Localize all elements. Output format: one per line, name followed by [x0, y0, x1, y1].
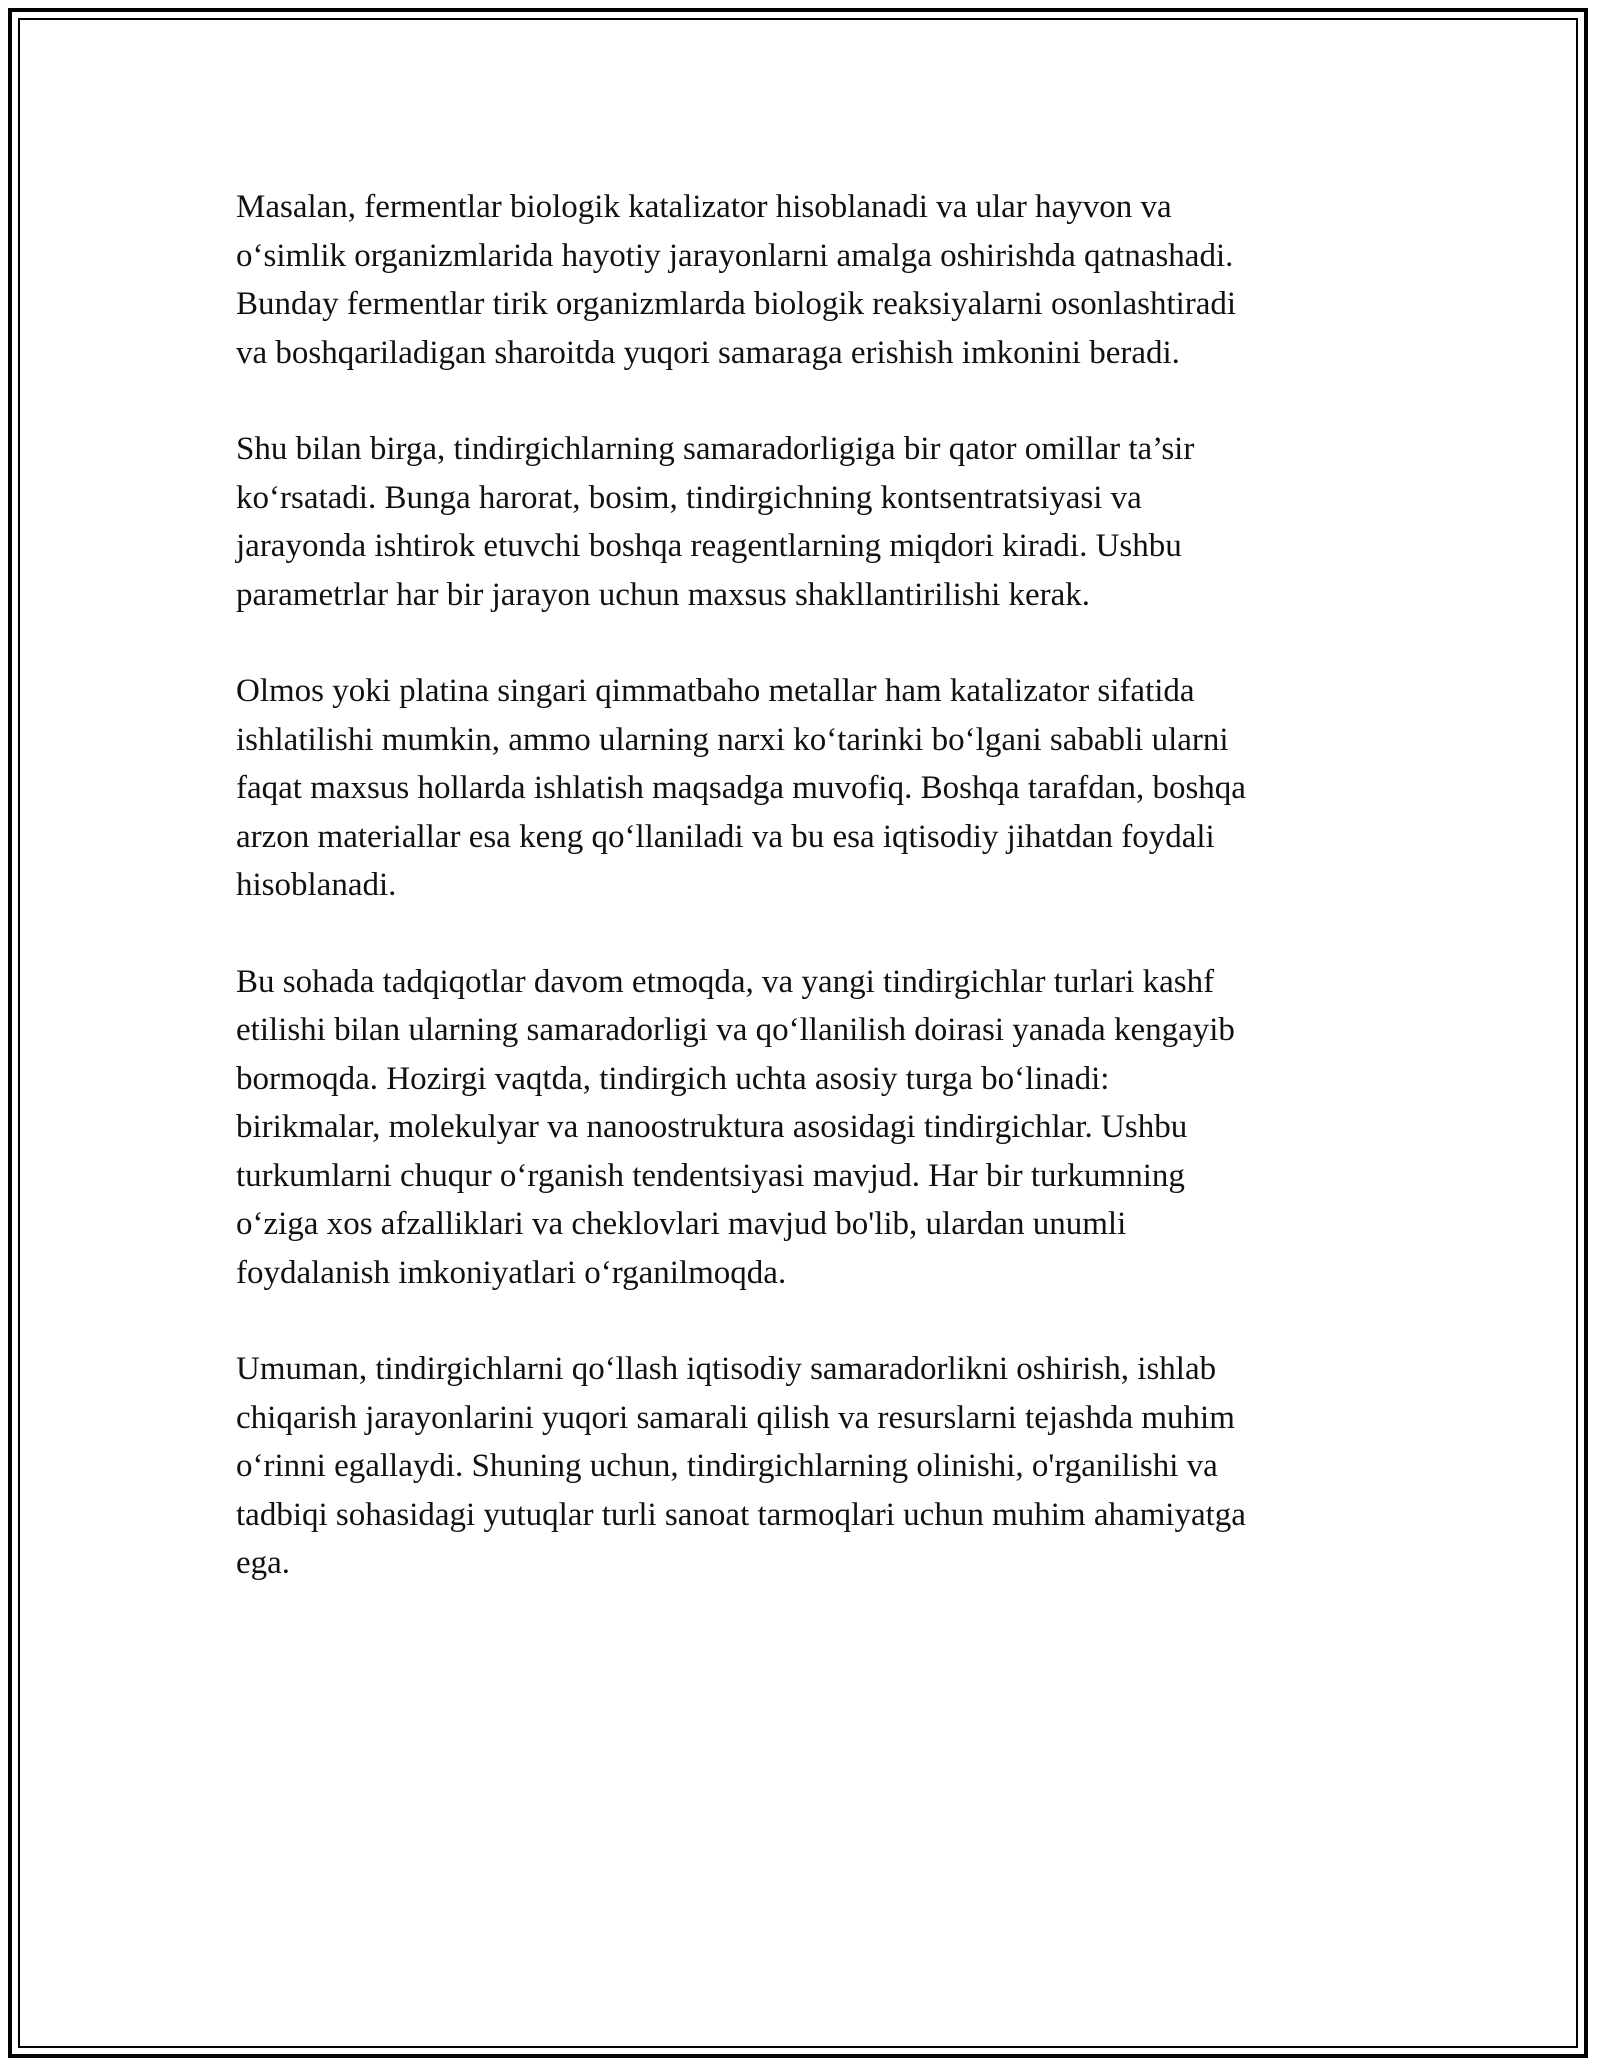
text-line: Olmos yoki platina singari qimmatbaho metallar ham katalizator sifatida [236, 673, 1195, 709]
paragraph-3 [236, 667, 1366, 910]
text-line: foydalanish imkoniyatlari o‘rganilmoqda. [236, 1254, 787, 1291]
text-line: Bunday fermentlar tirik organizmlarda biologik reaksiyalarni osonlashtiradi [236, 286, 1237, 322]
text-line: tadbiqi sohasidagi yutuqlar turli sanoat tarmoqlari uchun muhim ahamiyatga [236, 1496, 1246, 1533]
text-line: hisoblanadi. [236, 867, 397, 903]
text-line: arzon materiallar esa keng qo‘llaniladi va bu esa iqtisodiy jihatdan foydali [236, 818, 1215, 855]
text-line: jarayonda ishtirok etuvchi boshqa reagentlarning miqdori kiradi. Ushbu [236, 528, 1182, 564]
text-line: turkumlarni chuqur o‘rganish tendentsiyasi mavjud. Har bir turkumning [236, 1157, 1185, 1194]
text-line: o‘ziga xos afzalliklari va cheklovlari mavjud bo'lib, ulardan unumli [236, 1206, 1127, 1242]
paragraph-4 [236, 958, 1366, 1298]
text-line: Masalan, fermentlar biologik katalizator hisoblanadi va ular hayvon va [236, 189, 1172, 225]
text-line: parametrlar har bir jarayon uchun maxsus shakllantirilishi kerak. [236, 576, 1091, 613]
paragraph-2 [236, 425, 1366, 619]
document-body [236, 183, 1366, 1636]
text-line: Bu sohada tadqiqotlar davom etmoqda, va yangi tindirgichlar turlari kashf [236, 963, 1215, 1000]
text-line: Shu bilan birga, tindirgichlarning samaradorligiga bir qator omillar ta’sir [236, 431, 1195, 467]
text-line: bormoqda. Hozirgi vaqtda, tindirgich uchta asosiy turga bo‘linadi: [236, 1060, 1110, 1097]
text-line: etilishi bilan ularning samaradorligi va qo‘llanilish doirasi yanada kengayib [236, 1012, 1235, 1048]
text-line: ega. [236, 1545, 291, 1581]
text-line: ko‘rsatadi. Bunga harorat, bosim, tindirgichning kontsentratsiyasi va [236, 479, 1142, 516]
text-line: faqat maxsus hollarda ishlatish maqsadga muvofiq. Boshqa tarafdan, boshqa [236, 770, 1246, 806]
text-line: chiqarish jarayonlarini yuqori samarali qilish va resurslarni tejashda muhim [236, 1399, 1235, 1436]
paragraph-1 [236, 183, 1366, 377]
text-line: o‘simlik organizmlarida hayotiy jarayonlarni amalga oshirishda qatnashadi. [236, 237, 1234, 274]
text-line: ishlatilishi mumkin, ammo ularning narxi ko‘tarinki bo‘lgani sababli ularni [236, 721, 1229, 758]
text-line: o‘rinni egallaydi. Shuning uchun, tindirgichlarning olinishi, o'rganilishi va [236, 1448, 1218, 1484]
text-line: va boshqariladigan sharoitda yuqori samaraga erishish imkonini beradi. [236, 334, 1180, 371]
text-line: Umuman, tindirgichlarni qo‘llash iqtisodiy samaradorlikni oshirish, ishlab [236, 1351, 1217, 1387]
paragraph-5 [236, 1345, 1366, 1588]
text-line: birikmalar, molekulyar va nanoostruktura asosidagi tindirgichlar. Ushbu [236, 1109, 1188, 1145]
